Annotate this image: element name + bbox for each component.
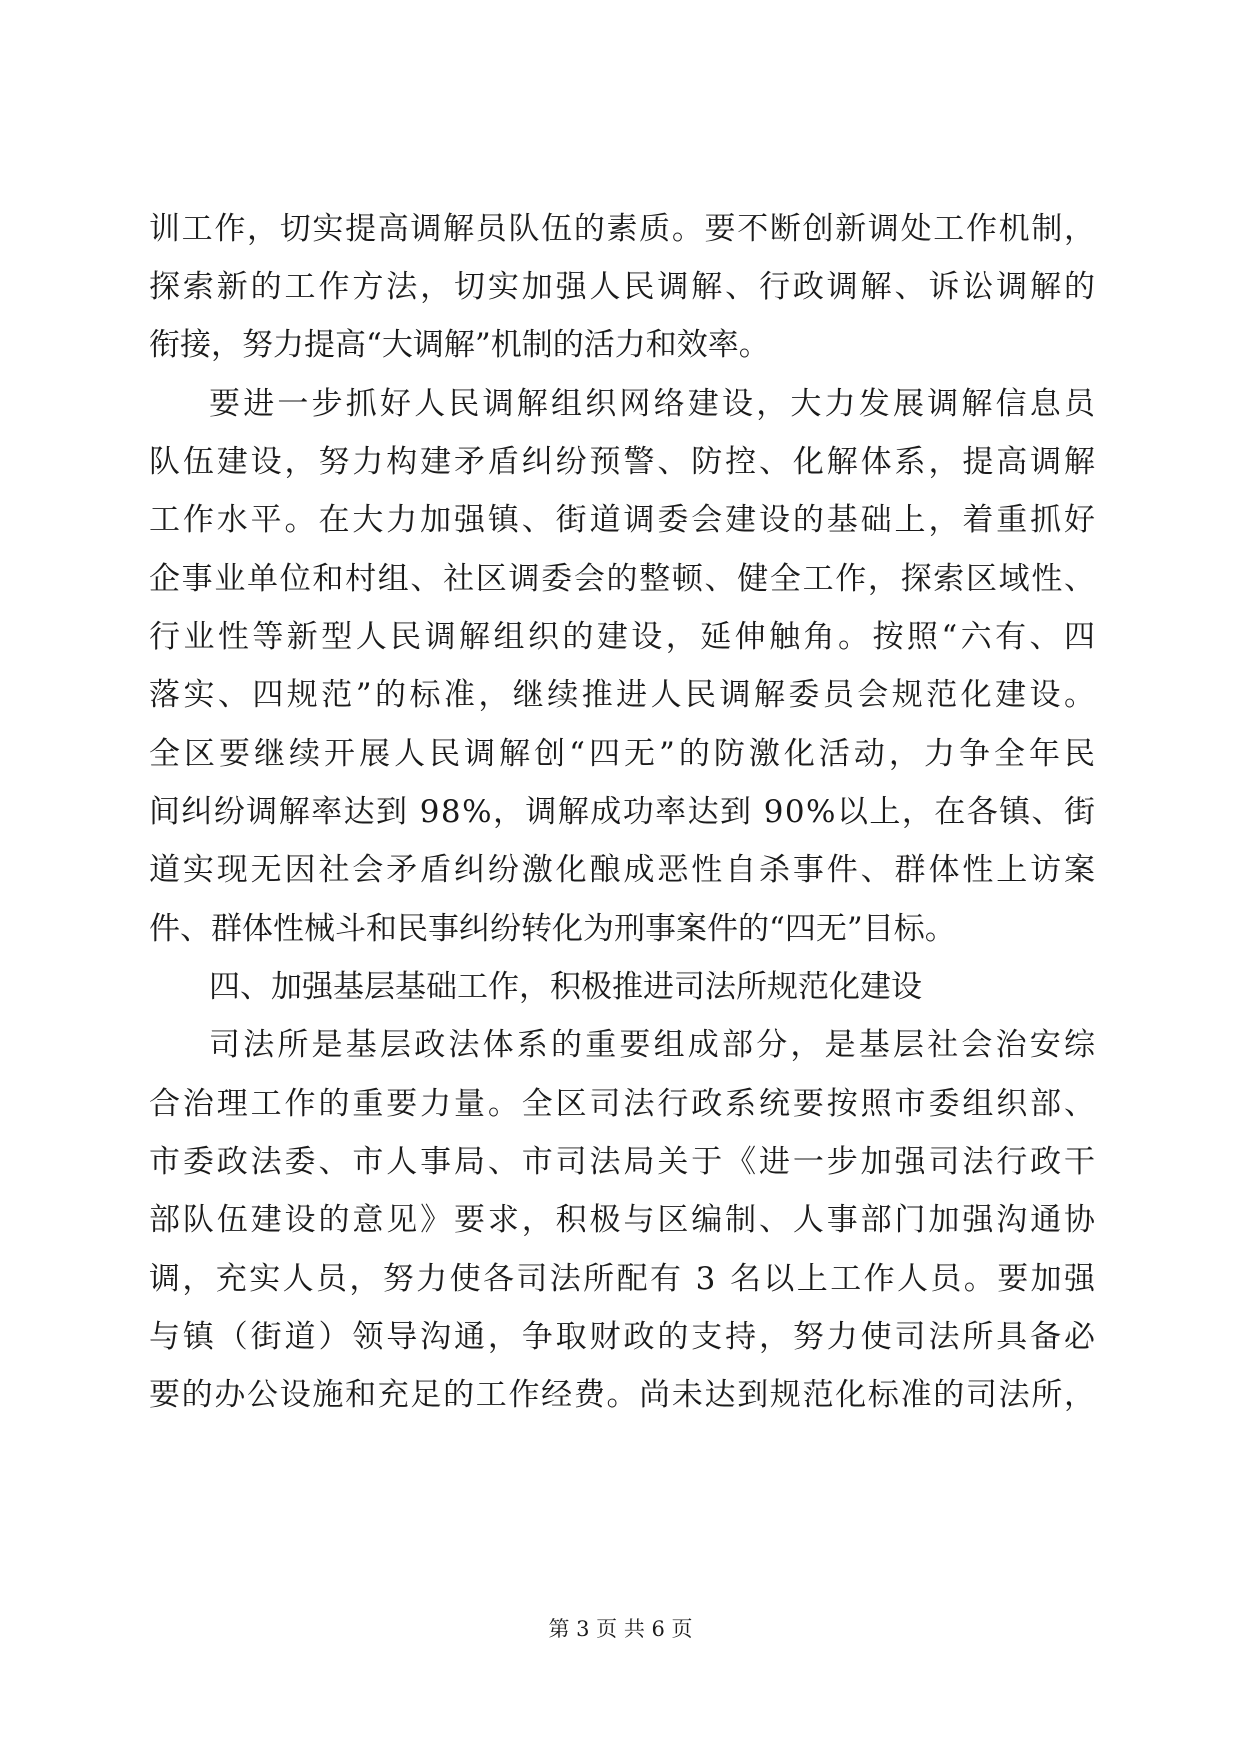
text-line [0, 442, 1241, 482]
text-line [0, 1259, 1241, 1299]
text-line [0, 1317, 1241, 1357]
text-line [0, 209, 1241, 249]
text-line-content: 工作水平。在大力加强镇、街道调委会建设的基础上，着重抓好 [149, 502, 1098, 538]
text-line-content: 间纠纷调解率达到 98%，调解成功率达到 90%以上，在各镇、街 [149, 794, 1097, 830]
text-line-content: 训工作，切实提高调解员队伍的素质。要不断创新调处工作机制， [149, 211, 1097, 247]
text-line [0, 909, 1241, 949]
section-heading [0, 967, 1241, 1007]
text-line [0, 384, 1241, 424]
text-line-content: 市委政法委、市人事局、市司法局关于《进一步加强司法行政干 [149, 1144, 1098, 1180]
text-line-content: 要进一步抓好人民调解组织网络建设，大力发展调解信息员 [209, 386, 1099, 422]
text-line [0, 1025, 1241, 1065]
text-line-content: 件、群体性械斗和民事纠纷转化为刑事案件的“四无”目标。 [149, 911, 956, 947]
text-line-content: 全区要继续开展人民调解创“四无”的防激化活动，力争全年民 [149, 736, 1100, 772]
text-line-content: 企事业单位和村组、社区调委会的整顿、健全工作，探索区域性、 [149, 561, 1097, 597]
text-line-content: 道实现无因社会矛盾纠纷激化酿成恶性自杀事件、群体性上访案 [149, 852, 1098, 888]
text-line [0, 1084, 1241, 1124]
text-line [0, 267, 1241, 307]
text-line-content: 衔接，努力提高“大调解”机制的活力和效率。 [149, 327, 770, 363]
text-line-content: 合治理工作的重要力量。全区司法行政系统要按照市委组织部、 [149, 1086, 1098, 1122]
page-indicator: 第 3 页 共 6 页 [548, 1617, 693, 1641]
text-line [0, 559, 1241, 599]
text-line [0, 1200, 1241, 1240]
text-line-content: 队伍建设，努力构建矛盾纠纷预警、防控、化解体系，提高调解 [149, 444, 1098, 480]
text-line [0, 1375, 1241, 1415]
text-line-content: 要的办公设施和充足的工作经费。尚未达到规范化标准的司法所， [149, 1377, 1097, 1413]
text-line-content: 部队伍建设的意见》要求，积极与区编制、人事部门加强沟通协 [149, 1202, 1098, 1238]
text-line [0, 1142, 1241, 1182]
text-line [0, 792, 1241, 832]
page-footer [0, 1615, 1241, 1643]
text-line [0, 500, 1241, 540]
text-line-content: 落实、四规范”的标准，继续推进人民调解委员会规范化建设。 [149, 677, 1099, 713]
text-line [0, 734, 1241, 774]
text-line [0, 850, 1241, 890]
text-line-content: 行业性等新型人民调解组织的建设，延伸触角。按照“六有、四 [149, 619, 1099, 655]
text-line [0, 617, 1241, 657]
text-line-content: 与镇（街道）领导沟通，争取财政的支持，努力使司法所具备必 [149, 1319, 1098, 1355]
text-line-content: 司法所是基层政法体系的重要组成部分，是基层社会治安综 [209, 1027, 1099, 1063]
text-line-content: 调，充实人员，努力使各司法所配有 3 名以上工作人员。要加强 [149, 1261, 1098, 1297]
text-line [0, 675, 1241, 715]
text-line [0, 325, 1241, 365]
text-line-content: 探索新的工作方法，切实加强人民调解、行政调解、诉讼调解的 [149, 269, 1098, 305]
section-heading-text: 四、加强基层基础工作，积极推进司法所规范化建设 [209, 969, 922, 1005]
